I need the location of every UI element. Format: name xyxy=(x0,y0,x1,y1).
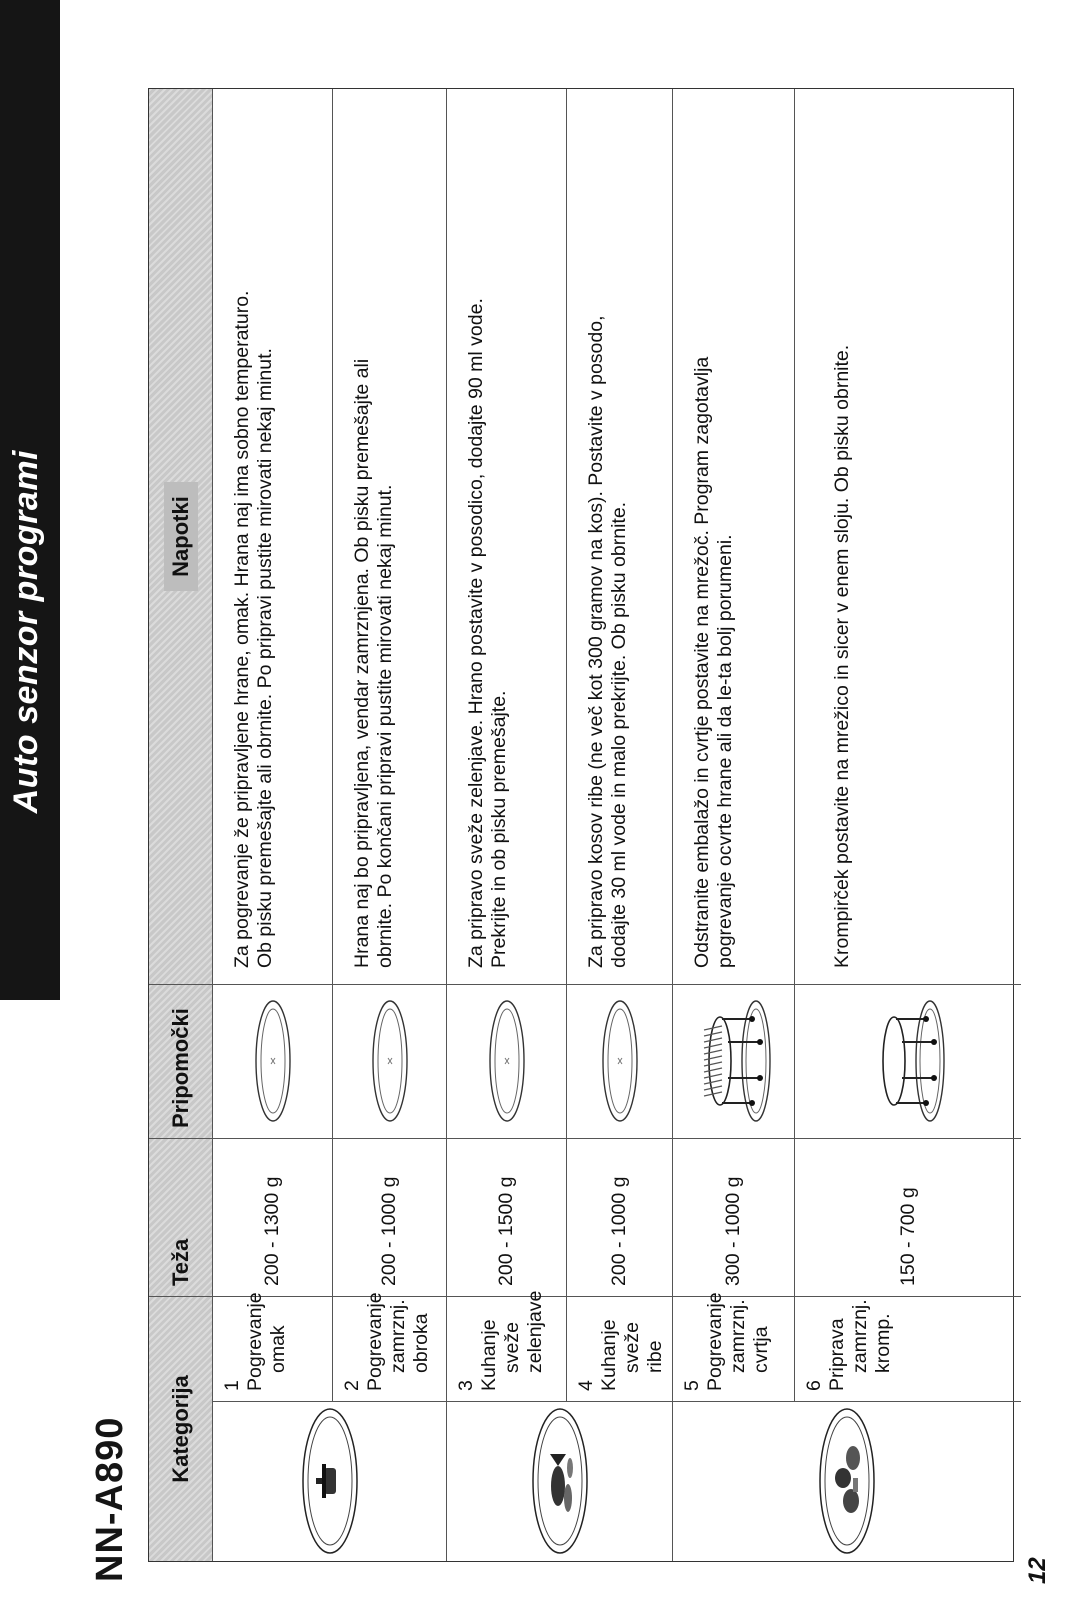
category-line: obroka xyxy=(410,1313,432,1373)
tips-line: pogrevanje ocvrte hrane ali da le-ta bolj porumeni. xyxy=(714,534,736,968)
weight-value: 200 - 1300 g xyxy=(261,1176,283,1286)
tips-line: dodajte 30 ml vode in malo prekrijte. Ob pisku obrnite. xyxy=(608,501,630,968)
column-header-category: Kategorija xyxy=(149,1296,213,1561)
accessory-cell xyxy=(795,984,1021,1138)
category-line: kromp. xyxy=(872,1313,894,1373)
category-cell xyxy=(213,1292,333,1401)
tips-line: Odstranite embalažo in cvrtje postavite na mrežoč. Program zagotavlja xyxy=(691,356,713,968)
weight-cell xyxy=(447,1138,567,1296)
food-group-icon-cell xyxy=(673,1401,1021,1561)
glass-tray-icon xyxy=(486,998,528,1126)
column-header-tips xyxy=(149,89,213,984)
title-bar xyxy=(0,0,60,1000)
weight-value: 200 - 1000 g xyxy=(608,1176,630,1286)
category-cell xyxy=(795,1296,1021,1401)
weight-cell xyxy=(213,1138,333,1296)
weight-value: 200 - 1000 g xyxy=(378,1176,400,1286)
accessory-cell xyxy=(333,984,447,1138)
weight-value: 150 - 700 g xyxy=(896,1187,919,1286)
category-line: zamrznj. xyxy=(849,1299,871,1373)
tips-line: Ob pisku premešajte ali obrnite. Po pripravi pustite mirovati nekaj minut. xyxy=(254,348,276,968)
tips-line: Prekrijte in ob pisku premešajte. xyxy=(488,690,510,968)
tips-cell xyxy=(673,89,795,984)
weight-cell xyxy=(567,1138,673,1296)
column-header-accessory: Pripomočki xyxy=(149,984,213,1138)
category-line: ribe xyxy=(644,1340,666,1373)
sensor-programs-table xyxy=(148,88,1014,1562)
category-line: 5 Pogrevanje xyxy=(681,1292,726,1391)
weight-value: 300 - 1000 g xyxy=(722,1176,744,1286)
category-cell xyxy=(567,1296,673,1401)
tips-line: Za pripravo sveže zelenjave. Hrano postavite v posodico, dodajte 90 ml vode. xyxy=(465,298,487,968)
glass-tray-icon xyxy=(369,998,411,1126)
category-line: sveže xyxy=(501,1322,523,1373)
tips-cell xyxy=(447,89,567,984)
weight-cell xyxy=(795,1138,1021,1296)
category-cell xyxy=(333,1292,447,1401)
category-line: 4 Kuhanje xyxy=(575,1319,620,1391)
category-line: 3 Kuhanje xyxy=(455,1319,500,1391)
category-cell xyxy=(673,1292,795,1401)
category-line: 2 Pogrevanje xyxy=(341,1292,386,1391)
column-header-weight: Teža xyxy=(149,1138,213,1296)
tips-cell xyxy=(795,89,1021,984)
wire-rack-on-tray-icon xyxy=(868,997,948,1127)
plate-with-pot-icon xyxy=(300,1406,360,1556)
food-group-icon-cell xyxy=(447,1401,673,1561)
tips-line: Hrana naj bo pripravljena, vendar zamrznjena. Ob pisku premešajte ali xyxy=(351,358,373,968)
category-line: cvrtja xyxy=(750,1326,772,1373)
page-title: Auto senzor programi xyxy=(7,450,45,814)
category-line: 6 Priprava xyxy=(803,1318,848,1391)
accessory-cell xyxy=(447,984,567,1138)
tips-line: obrnite. Po končani pripravi pustite mirovati nekaj minut. xyxy=(374,484,396,968)
accessory-cell xyxy=(213,984,333,1138)
category-line: zamrznj. xyxy=(727,1299,749,1373)
glass-tray-icon xyxy=(252,998,294,1126)
glass-tray-icon xyxy=(599,998,641,1126)
category-cell xyxy=(447,1290,567,1401)
weight-cell xyxy=(673,1138,795,1296)
food-group-icon-cell xyxy=(213,1401,447,1561)
page-number: 12 xyxy=(1024,1557,1051,1584)
weight-value: 200 - 1500 g xyxy=(495,1176,517,1286)
tips-line: Za pripravo kosov ribe (ne več kot 300 gramov na kos). Postavite v posodo, xyxy=(585,315,607,968)
category-line: 1 Pogrevanje xyxy=(221,1292,266,1391)
weight-cell xyxy=(333,1138,447,1296)
accessory-cell xyxy=(673,984,795,1138)
tips-line: Krompirček postavite na mrežico in sicer v enem sloju. Ob pisku obrnite. xyxy=(831,344,853,968)
model-label: NN-A890 xyxy=(89,1416,131,1582)
category-line: zamrznj. xyxy=(387,1299,409,1373)
plate-with-fish-icon xyxy=(530,1406,590,1556)
tips-cell xyxy=(567,89,673,984)
category-line: omak xyxy=(267,1325,289,1373)
tips-cell xyxy=(333,89,447,984)
tips-cell xyxy=(213,89,333,984)
category-line: zelenjave xyxy=(524,1290,546,1373)
column-header-tips-label: Napotki xyxy=(164,482,198,591)
plate-with-fries-icon xyxy=(817,1406,877,1556)
category-line: sveže xyxy=(621,1322,643,1373)
tips-line: Za pogrevanje že pripravljene hrane, omak. Hrana naj ima sobno temperaturo. xyxy=(231,290,253,968)
accessory-cell xyxy=(567,984,673,1138)
wire-rack-on-tray-icon xyxy=(694,997,774,1127)
